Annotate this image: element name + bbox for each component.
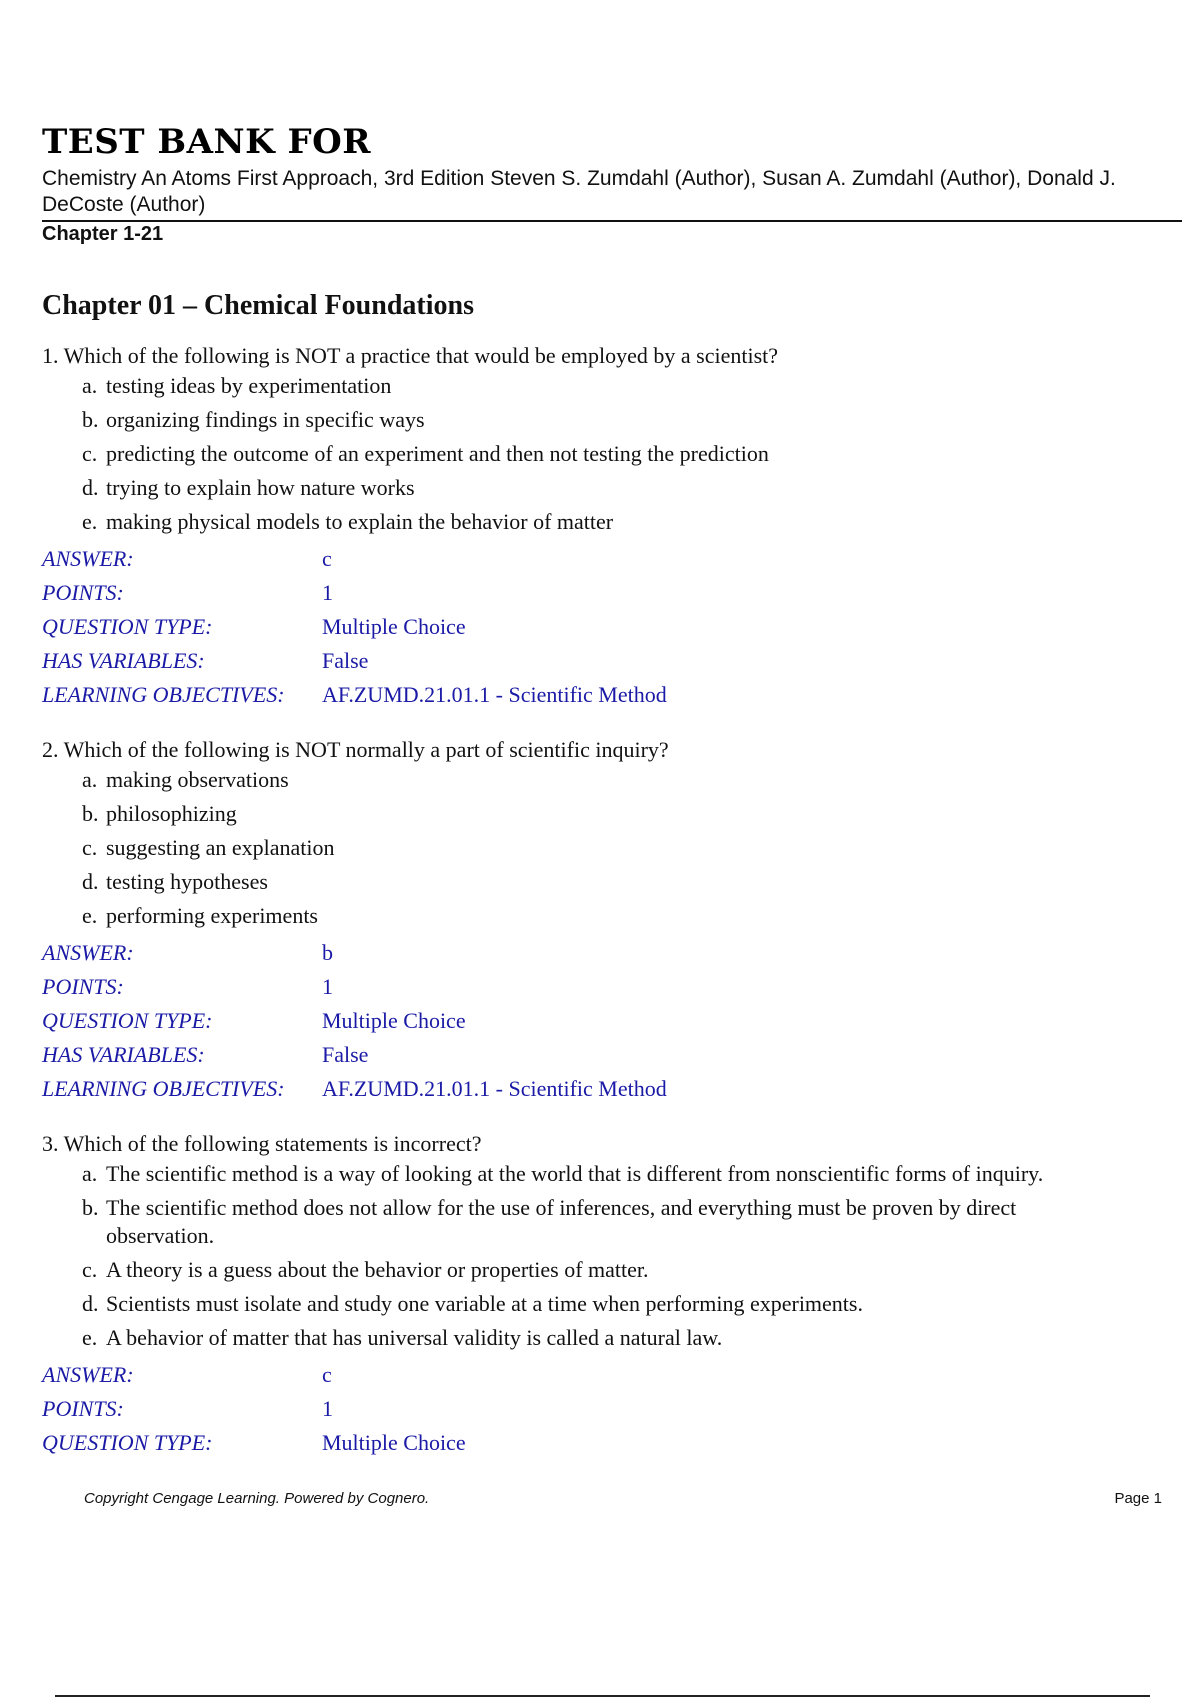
choice-letter: b. [82,801,99,826]
choice-b [42,800,1172,828]
choice-d [42,868,1172,896]
question-type-label: QUESTION TYPE: [42,614,213,639]
choice-letter: e. [82,1325,98,1350]
answer-label: ANSWER: [42,546,134,571]
learning-objectives-row [42,1072,1172,1106]
choice-letter: b. [82,407,99,432]
points-value: 1 [322,1396,333,1421]
choice-letter: e. [82,903,98,928]
question-type-value: Multiple Choice [322,1008,466,1033]
choice-a [42,1160,1172,1188]
choice-text: suggesting an explanation [106,835,335,860]
choice-text: performing experiments [106,903,318,928]
choice-text: organizing findings in specific ways [106,407,425,432]
choice-a [42,766,1172,794]
question-type-label: QUESTION TYPE: [42,1008,213,1033]
answer-label: ANSWER: [42,1362,134,1387]
choice-letter: a. [82,1161,98,1186]
question-type-value: Multiple Choice [322,1430,466,1455]
answer-row [42,1358,1172,1392]
answer-value: c [322,1362,332,1387]
chapter-range: Chapter 1-21 [42,223,164,245]
choice-e [42,508,1172,536]
question-1 [42,340,1172,712]
points-row [42,1392,1172,1426]
chapter-heading: Chapter 01 – Chemical Foundations [42,290,474,321]
answer-row [42,936,1172,970]
choice-c [42,834,1172,862]
choice-e [42,1324,1172,1352]
choice-text: predicting the outcome of an experiment and then not testing the prediction [106,441,769,466]
learning-objectives-row [42,678,1172,712]
question-type-label: QUESTION TYPE: [42,1430,213,1455]
choice-c [42,1256,1172,1284]
footer-page-number: Page 1 [1114,1490,1162,1507]
points-row [42,970,1172,1004]
learning-objectives-value: AF.ZUMD.21.01.1 - Scientific Method [322,682,667,707]
has-variables-value: False [322,648,369,673]
choice-text: testing hypotheses [106,869,268,894]
choice-text: Scientists must isolate and study one variable at a time when performing experiments. [106,1291,863,1316]
points-label: POINTS: [42,1396,124,1421]
has-variables-row [42,644,1172,678]
question-text: 3. Which of the following statements is incorrect? [42,1131,482,1156]
has-variables-row [42,1038,1172,1072]
choice-e [42,902,1172,930]
header-divider [42,220,1182,222]
choice-text: A behavior of matter that has universal validity is called a natural law. [106,1325,723,1350]
document-title: TEST BANK FOR [42,122,372,162]
answer-row [42,542,1172,576]
choice-b [42,406,1172,434]
choice-letter: d. [82,475,99,500]
choice-text: trying to explain how nature works [106,475,415,500]
choice-text: The scientific method is a way of looking at the world that is different from nonscientific forms of inquiry. [106,1161,1044,1186]
bottom-divider [55,1695,1150,1697]
question-type-row [42,1426,1172,1460]
choice-text: making physical models to explain the behavior of matter [106,509,614,534]
question-type-row [42,610,1172,644]
choice-letter: e. [82,509,98,534]
choice-letter: a. [82,767,98,792]
question-type-row [42,1004,1172,1038]
learning-objectives-value: AF.ZUMD.21.01.1 - Scientific Method [322,1076,667,1101]
question-3 [42,1128,1172,1460]
choice-d [42,1290,1172,1318]
answer-value: c [322,546,332,571]
question-text: 1. Which of the following is NOT a practice that would be employed by a scientist? [42,343,779,368]
choice-b [42,1194,1172,1250]
book-info: Chemistry An Atoms First Approach, 3rd Edition Steven S. Zumdahl (Author), Susan A. Zumdahl (Author), Donald J. DeCoste (Author) [42,167,1116,216]
choice-letter: c. [82,1257,98,1282]
has-variables-label: HAS VARIABLES: [42,1042,205,1067]
footer-copyright: Copyright Cengage Learning. Powered by Cognero. [84,1490,430,1507]
learning-objectives-label: LEARNING OBJECTIVES: [42,682,285,707]
choice-letter: b. [82,1195,99,1220]
points-value: 1 [322,580,333,605]
has-variables-label: HAS VARIABLES: [42,648,205,673]
points-value: 1 [322,974,333,999]
question-type-value: Multiple Choice [322,614,466,639]
choice-text: A theory is a guess about the behavior or properties of matter. [106,1257,649,1282]
choice-text: philosophizing [106,801,237,826]
question-2 [42,734,1172,1106]
choice-text: making observations [106,767,289,792]
choice-a [42,372,1172,400]
choice-c [42,440,1172,468]
choice-text: The scientific method does not allow for the use of inferences, and everything must be proven by direct observation. [106,1195,1017,1248]
choice-letter: d. [82,869,99,894]
choice-letter: a. [82,373,98,398]
choice-letter: c. [82,441,98,466]
points-row [42,576,1172,610]
learning-objectives-label: LEARNING OBJECTIVES: [42,1076,285,1101]
choice-letter: d. [82,1291,99,1316]
question-text: 2. Which of the following is NOT normally a part of scientific inquiry? [42,737,669,762]
answer-value: b [322,940,333,965]
choice-text: testing ideas by experimentation [106,373,392,398]
choice-d [42,474,1172,502]
answer-label: ANSWER: [42,940,134,965]
points-label: POINTS: [42,974,124,999]
choice-letter: c. [82,835,98,860]
has-variables-value: False [322,1042,369,1067]
points-label: POINTS: [42,580,124,605]
